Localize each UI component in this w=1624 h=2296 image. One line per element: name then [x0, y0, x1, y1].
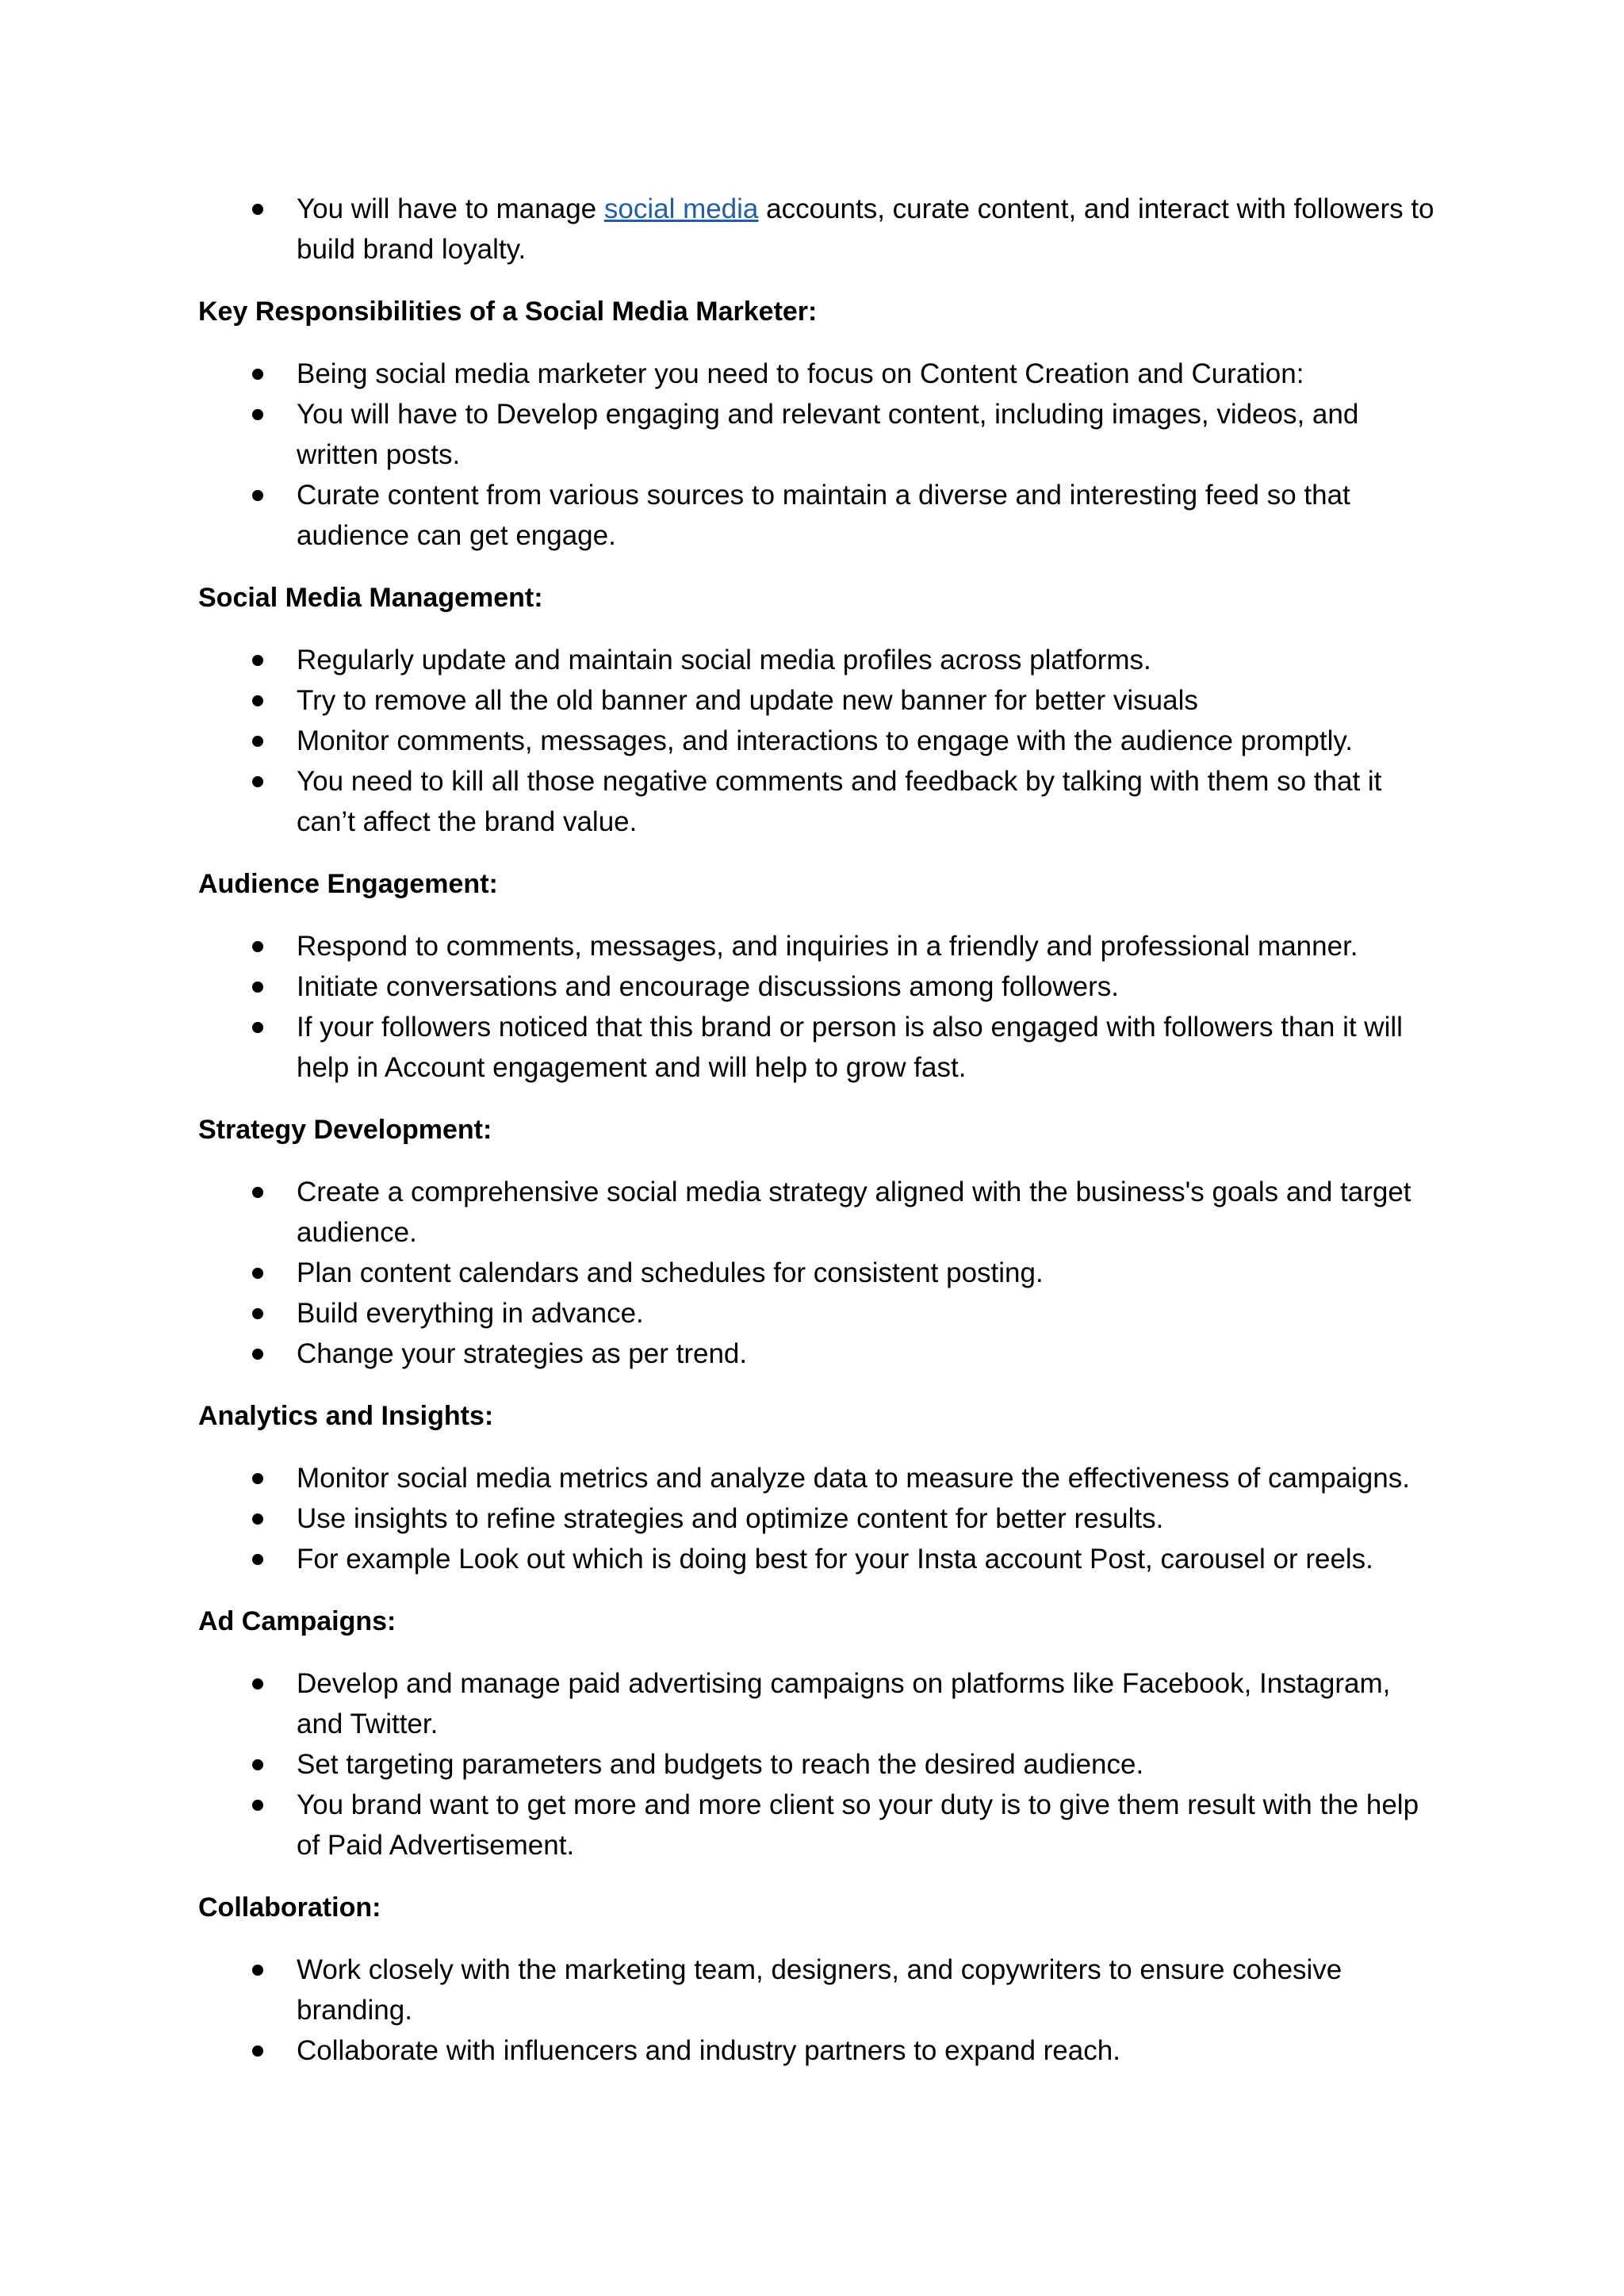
section-heading: Social Media Management: [198, 583, 543, 613]
bullet-icon [252, 982, 263, 993]
list-item-text: You will have to Develop engaging and relevant content, including images, videos, and written posts. [297, 399, 1359, 470]
list-item [198, 1785, 1442, 1866]
bullet-list [198, 926, 1442, 1088]
bullet-icon [252, 1022, 263, 1033]
bullet-icon [252, 1308, 263, 1319]
bullet-icon [252, 1473, 263, 1484]
list-item [198, 1498, 1442, 1539]
list-item [198, 1293, 1442, 1334]
bullet-icon [252, 1268, 263, 1279]
list-item-text: Being social media marketer you need to focus on Content Creation and Curation: [297, 358, 1304, 389]
list-item-text: You need to kill all those negative comments and feedback by talking with them so that it can’t affect the brand value. [297, 766, 1382, 837]
list-item [198, 966, 1442, 1007]
list-item-text: Initiate conversations and encourage discussions among followers. [297, 971, 1119, 1002]
list-item-text: You brand want to get more and more client so your duty is to give them result with the help of Paid Advertisement. [297, 1789, 1419, 1861]
list-item [198, 1334, 1442, 1374]
sections-container [198, 292, 1442, 2071]
list-item [198, 1458, 1442, 1498]
list-item [198, 475, 1442, 556]
bullet-icon [252, 1800, 263, 1811]
bullet-icon [252, 1349, 263, 1360]
list-item-text: Try to remove all the old banner and update new banner for better visuals [297, 685, 1198, 716]
social-media-link[interactable]: social media [603, 193, 759, 224]
bullet-list [198, 1950, 1442, 2071]
list-item [198, 926, 1442, 966]
section-heading: Collaboration: [198, 1892, 381, 1923]
list-item [198, 354, 1442, 394]
list-item [198, 1663, 1442, 1744]
list-item [198, 1744, 1442, 1785]
list-item-text: Set targeting parameters and budgets to reach the desired audience. [297, 1749, 1144, 1780]
section-heading: Analytics and Insights: [198, 1401, 494, 1431]
bullet-icon [252, 1513, 263, 1525]
bullet-list [198, 1172, 1442, 1374]
bullet-icon [252, 695, 263, 706]
bullet-icon [252, 1759, 263, 1770]
list-item-text: Collaborate with influencers and industry partners to expand reach. [297, 2035, 1120, 2066]
bullet-list [198, 1458, 1442, 1579]
list-item [198, 1172, 1442, 1253]
bullet-icon [252, 1554, 263, 1565]
bullet-icon [252, 490, 263, 501]
intro-text-before: You will have to manage [297, 193, 604, 224]
bullet-icon [252, 1678, 263, 1689]
bullet-list [198, 640, 1442, 842]
list-item-text: Create a comprehensive social media strategy aligned with the business's goals and target audience. [297, 1177, 1411, 1248]
list-item-text: Plan content calendars and schedules for consistent posting. [297, 1257, 1044, 1288]
bullet-icon [252, 1187, 263, 1198]
list-item-text: Work closely with the marketing team, designers, and copywriters to ensure cohesive branding. [297, 1954, 1342, 2026]
list-item [198, 640, 1442, 680]
section-heading: Strategy Development: [198, 1115, 492, 1145]
bullet-icon [252, 2045, 263, 2057]
list-item [198, 721, 1442, 761]
bullet-icon [252, 204, 263, 215]
list-item-text: Change your strategies as per trend. [297, 1338, 748, 1369]
bullet-icon [252, 776, 263, 787]
list-item-text: If your followers noticed that this brand or person is also engaged with followers than it will help in Account engagement and will help to grow fast. [297, 1012, 1403, 1083]
bullet-icon [252, 369, 263, 380]
list-item [198, 189, 1442, 270]
list-item [198, 761, 1442, 842]
bullet-icon [252, 655, 263, 666]
list-item [198, 680, 1442, 721]
list-item-text: Build everything in advance. [297, 1298, 644, 1329]
list-item [198, 1950, 1442, 2030]
intro-list [198, 189, 1442, 270]
list-item [198, 1539, 1442, 1579]
list-item [198, 1253, 1442, 1293]
list-item [198, 1007, 1442, 1088]
list-item-text: Respond to comments, messages, and inquiries in a friendly and professional manner. [297, 931, 1358, 962]
bullet-icon [252, 409, 263, 420]
section-heading: Ad Campaigns: [198, 1606, 396, 1636]
bullet-icon [252, 736, 263, 747]
section-heading: Audience Engagement: [198, 869, 498, 899]
list-item-text: For example Look out which is doing best for your Insta account Post, carousel or reels. [297, 1544, 1373, 1575]
list-item-text: Develop and manage paid advertising campaigns on platforms like Facebook, Instagram, and Twitter. [297, 1668, 1391, 1739]
list-item-text: Regularly update and maintain social media profiles across platforms. [297, 645, 1151, 675]
section-heading: Key Responsibilities of a Social Media Marketer: [198, 297, 818, 327]
list-item-text: Monitor comments, messages, and interactions to engage with the audience promptly. [297, 725, 1353, 756]
bullet-list [198, 1663, 1442, 1866]
list-item-text: Use insights to refine strategies and optimize content for better results. [297, 1503, 1164, 1534]
list-item [198, 2030, 1442, 2071]
intro-text-after: accounts, curate content, and interact with followers to build brand loyalty. [297, 193, 1434, 265]
list-item [198, 394, 1442, 475]
bullet-icon [252, 1965, 263, 1976]
bullet-icon [252, 941, 263, 952]
list-item-text: Curate content from various sources to maintain a diverse and interesting feed so that audience can get engage. [297, 480, 1350, 551]
list-item-text: Monitor social media metrics and analyze data to measure the effectiveness of campaigns. [297, 1463, 1410, 1494]
bullet-list [198, 354, 1442, 556]
